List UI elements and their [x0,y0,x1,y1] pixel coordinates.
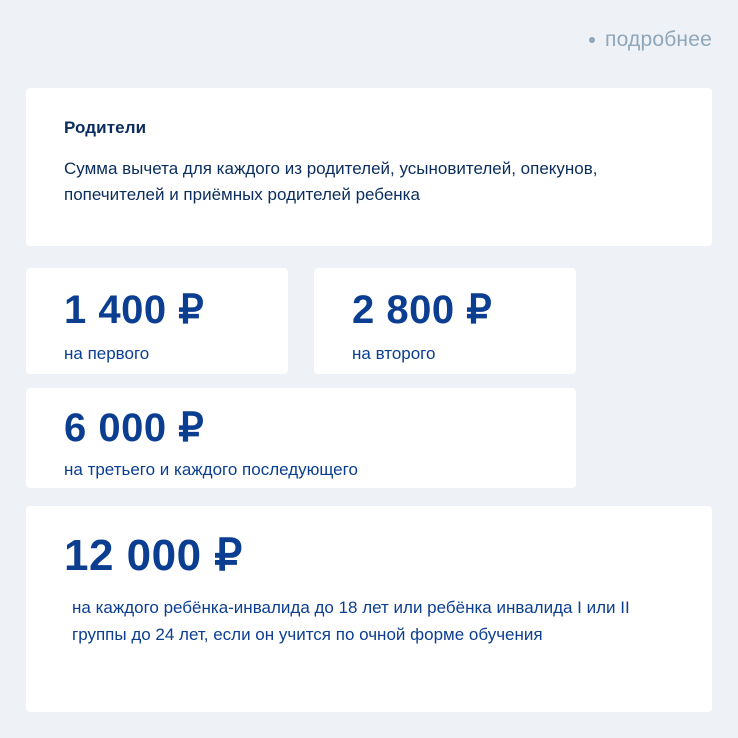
deduction-caption: на второго [352,344,436,363]
deduction-caption: на первого [64,344,150,363]
deduction-card-disabled-child [26,506,712,712]
bullet-dot-icon [589,37,595,43]
deduction-caption: на третьего и каждого последующего [64,460,358,479]
intro-card [26,88,712,246]
details-link-label: подробнее [605,28,712,51]
deduction-card-first [26,268,288,374]
deduction-amount: 1 400 ₽ [64,288,205,332]
details-link[interactable] [589,28,712,52]
deduction-amount: 12 000 ₽ [64,531,243,580]
deduction-card-second [314,268,576,374]
deduction-card-third [26,388,576,488]
deduction-amount: 6 000 ₽ [64,406,205,450]
intro-description: Сумма вычета для каждого из родителей, усыновителей, опекунов, попечителей и приёмных родителей ребенка [64,159,598,205]
deduction-amount: 2 800 ₽ [352,288,493,332]
deduction-caption: на каждого ребёнка-инвалида до 18 лет или ребёнка инвалида I или II группы до 24 лет, если он учится по очной форме обучения [72,598,630,645]
intro-title: Родители [64,118,147,137]
